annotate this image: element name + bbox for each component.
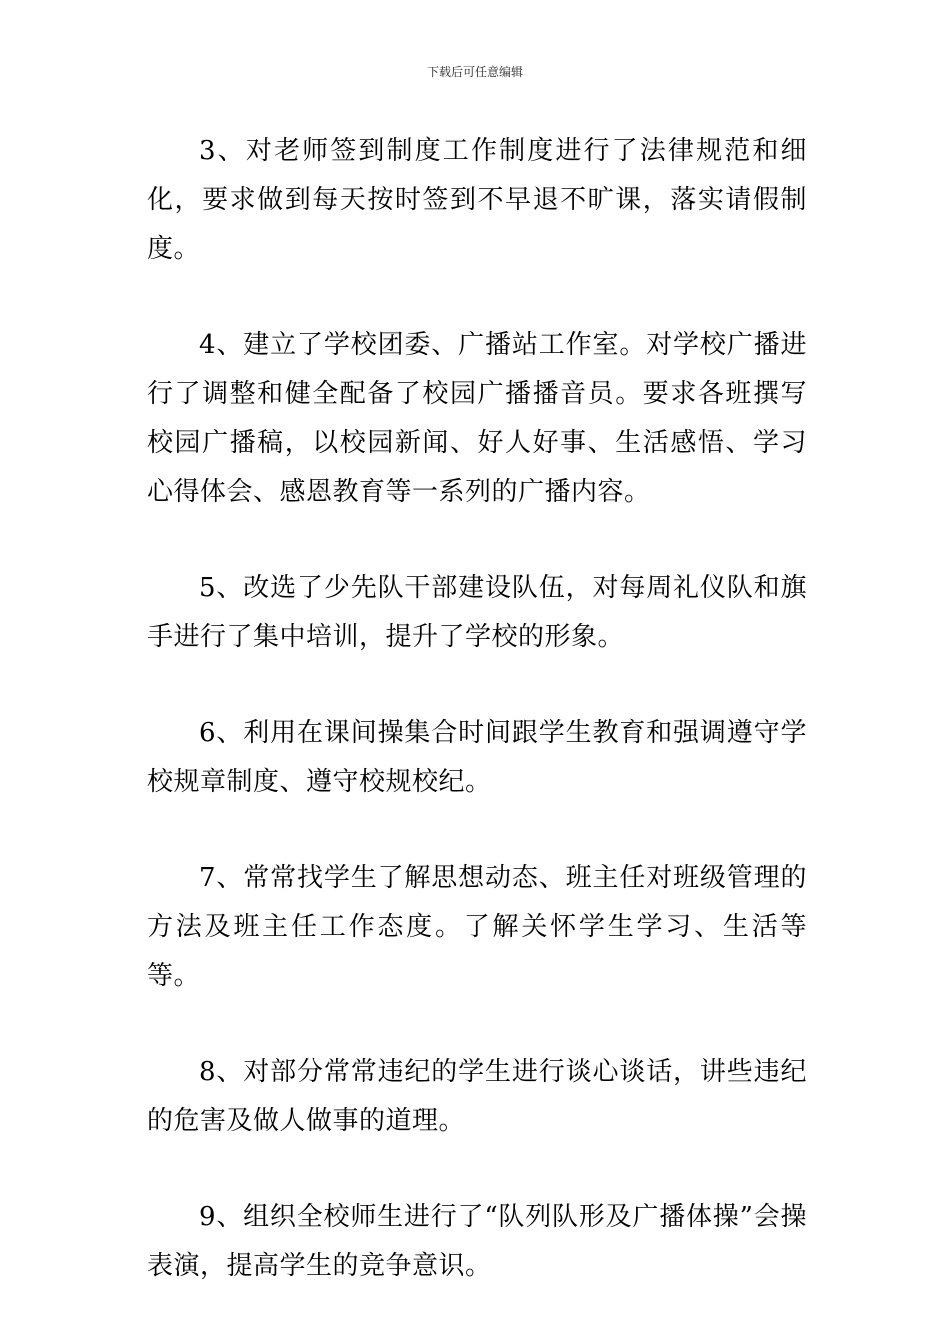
paragraph-item-4: 4、建立了学校团委、广播站工作室。对学校广播进行了调整和健全配备了校园广播播音员。要求各班撰写校园广播稿，以校园新闻、好人好事、生活感悟、学习心得体会、感恩教育等一系列的广播内容。 [147,330,807,507]
paragraph-item-9: 9、组织全校师生进行了“队列队形及广播体操”会操表演，提高学生的竞争意识。 [147,1202,807,1281]
paragraph-item-3: 3、对老师签到制度工作制度进行了法律规范和细化，要求做到每天按时签到不早退不旷课，落实请假制度。 [147,136,807,264]
paragraph-item-5: 5、改选了少先队干部建设队伍，对每周礼仪队和旗手进行了集中培训，提升了学校的形象。 [147,573,807,652]
paragraph-item-8: 8、对部分常常违纪的学生进行谈心谈话，讲些违纪的危害及做人做事的道理。 [147,1057,807,1136]
document-body [147,127,807,1338]
paragraph-item-6: 6、利用在课间操集合时间跟学生教育和强调遵守学校规章制度、遵守校规校纪。 [147,718,807,797]
paragraph-item-7: 7、常常找学生了解思想动态、班主任对班级管理的方法及班主任工作态度。了解关怀学生学习、生活等等。 [147,863,807,991]
header-note: 下载后可任意编辑 [426,65,523,79]
